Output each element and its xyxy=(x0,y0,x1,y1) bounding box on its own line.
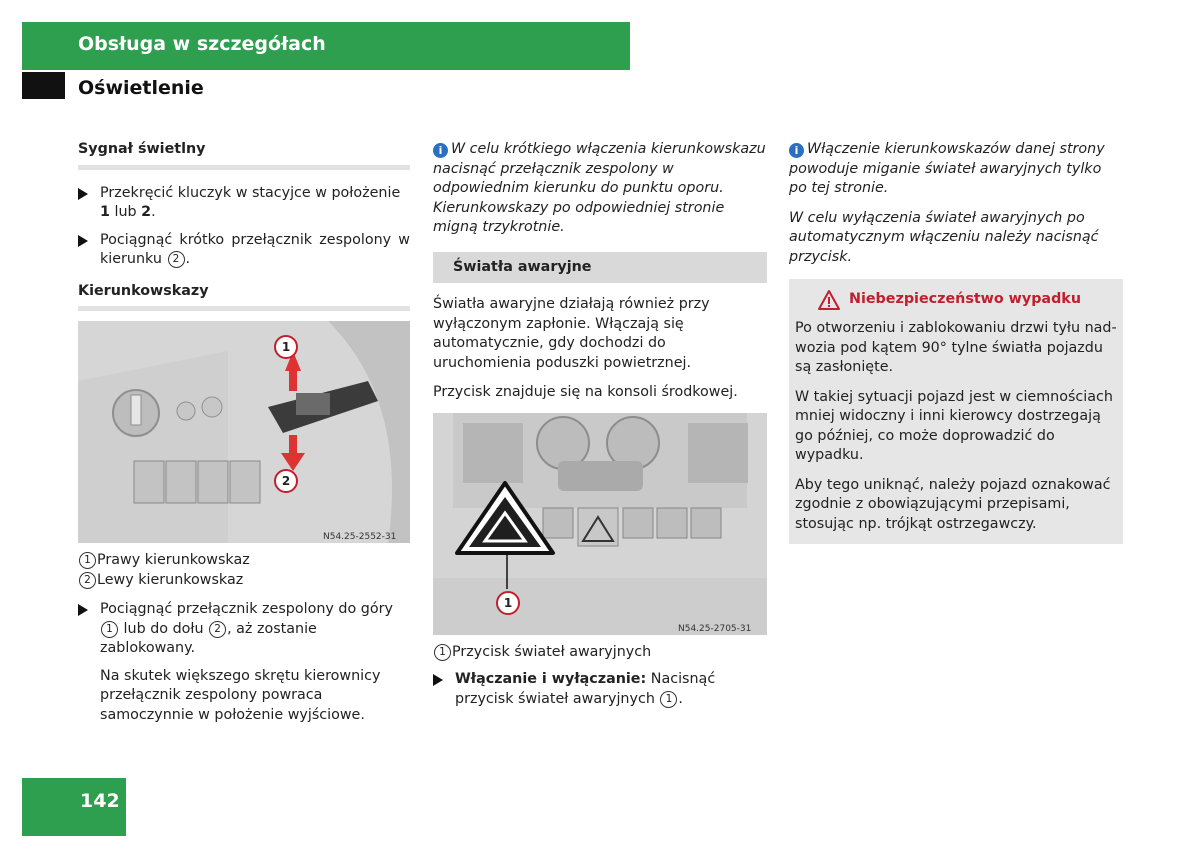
signal-heading: Sygnał świetlny xyxy=(78,140,410,170)
hazard-step xyxy=(433,670,767,709)
arrow-bullet-icon xyxy=(78,235,88,247)
figure-ref: N54.25-2552-31 xyxy=(323,532,397,542)
hazard-paragraph-1: Światła awaryjne działają również przy wyłączonym zapłonie. Włączają się automatycznie, gdy dochodzi do uruchomienia poduszki powietrznej. xyxy=(433,296,710,371)
console-illustration xyxy=(433,413,767,635)
info-icon: i xyxy=(433,143,448,158)
signal-step-1 xyxy=(78,184,410,223)
turn-note: Na skutek większego skrętu kierownicy przełącznik zespolony powraca samoczynnie w położenie wyjściowe. xyxy=(100,667,381,723)
warning-paragraph-3: Aby tego uniknąć, należy pojazd oznakować zgodnie z obowiązującymi przepisami, stosując np. trójkąt ostrzegawczy. xyxy=(795,476,1111,532)
legend-1: 1 Przycisk świateł awaryjnych xyxy=(433,643,767,663)
figure-hazard-button xyxy=(433,413,767,635)
figure-ref: N54.25-2705-31 xyxy=(678,623,752,634)
section-title: Obsługa w szczegółach xyxy=(78,33,326,55)
turn-heading: Kierunkowskazy xyxy=(78,282,410,312)
arrow-bullet-icon xyxy=(78,604,88,616)
info-note: i W celu krótkiego włączenia kierunkowskazu nacisnąć przełącznik zespolony w odpowiednim kierunku do punktu oporu. Kierunkowskazy po odpowiedniej stronie migną trzykrotnie. xyxy=(433,141,766,235)
column-right xyxy=(789,140,1123,544)
step-text: Pociągnąć przełącznik zespolony do góry 1 lub do dołu 2 , aż zostanie zablokowany. xyxy=(100,601,393,656)
warning-paragraph-1: Po otworzeniu i zablokowaniu drzwi tyłu nadwozia pod kątem 90° tylne światła pojazdu są zasłonięte. xyxy=(795,320,1117,375)
step-text: Włączanie i wyłączanie: Nacisnąć przycisk świateł awaryjnych 1 . xyxy=(455,671,716,707)
arrow-bullet-icon xyxy=(433,674,443,686)
info-note-2: W celu wyłączenia świateł awaryjnych po automatycznym włączeniu należy nacisnąć przycisk. xyxy=(789,209,1099,265)
step-text: Przekręcić kluczyk w stacyjce w położenie 1 lub 2. xyxy=(100,184,401,220)
subtitle-marker xyxy=(22,72,65,99)
signal-step-2 xyxy=(78,231,410,270)
warning-box xyxy=(789,279,1123,544)
callout-1: 1 xyxy=(496,591,520,615)
lever-illustration xyxy=(78,321,410,543)
turn-step xyxy=(78,600,410,659)
page-number: 142 xyxy=(80,790,120,812)
hazard-paragraph-2: Przycisk znajduje się na konsoli środkowej. xyxy=(433,384,738,400)
legend-2: 2 Lewy kierunkowskaz xyxy=(78,571,410,591)
hazard-heading: Światła awaryjne xyxy=(433,252,767,284)
step-text: Pociągnąć krótko przełącznik zespolony w kierunku 2 . xyxy=(100,231,410,267)
column-left xyxy=(78,140,410,735)
arrow-bullet-icon xyxy=(78,188,88,200)
warning-header xyxy=(817,289,1117,311)
page-subtitle: Oświetlenie xyxy=(78,77,204,99)
warning-triangle-icon xyxy=(817,289,841,311)
info-note-1: i Włączenie kierunkowskazów danej strony powoduje miganie świateł awaryjnych tylko po tej stronie. xyxy=(789,141,1105,196)
info-icon: i xyxy=(789,143,804,158)
warning-paragraph-2: W takiej sytuacji pojazd jest w ciemnościach mniej widoczny i inni kierowcy dostrzegają go później, co może doprowadzić do wypadku. xyxy=(795,388,1113,463)
legend-1: 1 Prawy kierunkowskaz xyxy=(78,551,410,571)
callout-2: 2 xyxy=(274,469,298,493)
warning-title: Niebezpieczeństwo wypadku xyxy=(849,291,1081,308)
figure-turn-signal-lever xyxy=(78,321,410,543)
callout-1: 1 xyxy=(274,335,298,359)
column-middle xyxy=(433,140,767,717)
